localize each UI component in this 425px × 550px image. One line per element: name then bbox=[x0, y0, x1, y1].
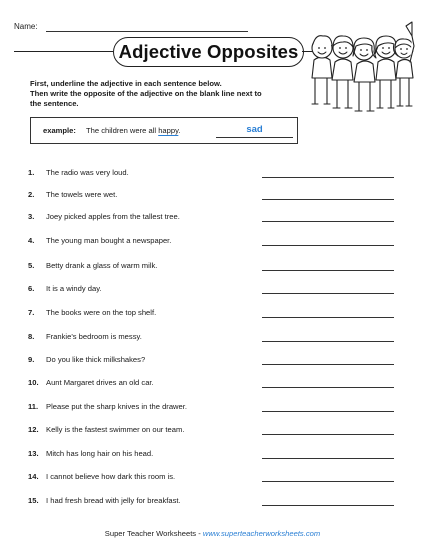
question-text: The young man bought a newspaper. bbox=[46, 236, 172, 245]
question-number: 7. bbox=[28, 308, 35, 317]
example-label: example: bbox=[43, 126, 76, 135]
page-title: Adjective Opposites bbox=[113, 37, 304, 67]
question-text: Mitch has long hair on his head. bbox=[46, 449, 154, 458]
answer-line[interactable] bbox=[262, 458, 394, 459]
answer-line[interactable] bbox=[262, 434, 394, 435]
example-answer: sad bbox=[246, 124, 263, 135]
question-text: The radio was very loud. bbox=[46, 168, 129, 177]
question-row bbox=[14, 236, 414, 248]
instructions-line: the sentence. bbox=[30, 99, 79, 109]
question-text: Aunt Margaret drives an old car. bbox=[46, 378, 154, 387]
question-text: Do you like thick milkshakes? bbox=[46, 355, 146, 364]
question-text: Betty drank a glass of warm milk. bbox=[46, 261, 158, 270]
footer-publisher: Super Teacher Worksheets bbox=[104, 529, 197, 538]
question-number: 11. bbox=[28, 402, 39, 411]
name-label: Name: bbox=[14, 22, 38, 31]
footer bbox=[0, 529, 425, 538]
question-number: 12. bbox=[28, 425, 39, 434]
question-row bbox=[14, 284, 414, 296]
footer-url-link[interactable]: www.superteacherworksheets.com bbox=[202, 529, 321, 538]
question-row bbox=[14, 168, 414, 180]
question-text: Please put the sharp knives in the drawer. bbox=[46, 402, 187, 411]
answer-line[interactable] bbox=[262, 505, 394, 506]
answer-line[interactable] bbox=[262, 177, 394, 178]
question-number: 1. bbox=[28, 168, 35, 177]
question-row bbox=[14, 261, 414, 273]
answer-line[interactable] bbox=[262, 364, 394, 365]
question-number: 10. bbox=[28, 378, 39, 387]
question-number: 3. bbox=[28, 212, 35, 221]
name-field[interactable] bbox=[46, 31, 248, 32]
answer-line[interactable] bbox=[262, 341, 394, 342]
question-text: I had fresh bread with jelly for breakfast. bbox=[46, 496, 181, 505]
answer-line[interactable] bbox=[262, 270, 394, 271]
answer-line[interactable] bbox=[262, 293, 394, 294]
question-row bbox=[14, 496, 414, 508]
question-number: 5. bbox=[28, 261, 35, 270]
example-box bbox=[30, 117, 298, 144]
question-row bbox=[14, 355, 414, 367]
question-text: Joey picked apples from the tallest tree. bbox=[46, 212, 180, 221]
question-text: The towels were wet. bbox=[46, 190, 118, 199]
question-row bbox=[14, 449, 414, 461]
question-number: 15. bbox=[28, 496, 39, 505]
question-row bbox=[14, 378, 414, 390]
answer-line[interactable] bbox=[262, 317, 394, 318]
example-sentence bbox=[86, 126, 180, 135]
instructions-line: First, underline the adjective in each sentence below. bbox=[30, 79, 222, 88]
question-text: It is a windy day. bbox=[46, 284, 102, 293]
example-answer-line bbox=[216, 137, 293, 138]
question-text: Frankie's bedroom is messy. bbox=[46, 332, 142, 341]
children-illustration bbox=[306, 16, 416, 118]
question-row bbox=[14, 332, 414, 344]
question-text: I cannot believe how dark this room is. bbox=[46, 472, 176, 481]
question-number: 9. bbox=[28, 355, 35, 364]
answer-line[interactable] bbox=[262, 387, 394, 388]
answer-line[interactable] bbox=[262, 199, 394, 200]
question-row bbox=[14, 190, 414, 202]
question-row bbox=[14, 212, 414, 224]
example-sentence-start: The children were all bbox=[86, 126, 159, 135]
question-number: 4. bbox=[28, 236, 35, 245]
question-number: 13. bbox=[28, 449, 39, 458]
question-text: Kelly is the fastest swimmer on our team. bbox=[46, 425, 185, 434]
question-row bbox=[14, 425, 414, 437]
question-number: 6. bbox=[28, 284, 35, 293]
title-rule-left bbox=[14, 51, 113, 52]
footer-separator: - bbox=[196, 529, 203, 538]
question-text: The books were on the top shelf. bbox=[46, 308, 157, 317]
answer-line[interactable] bbox=[262, 411, 394, 412]
answer-line[interactable] bbox=[262, 481, 394, 482]
question-row bbox=[14, 308, 414, 320]
question-number: 2. bbox=[28, 190, 35, 199]
example-sentence-end: . bbox=[178, 126, 181, 135]
example-adjective: happy bbox=[158, 126, 179, 135]
question-row bbox=[14, 472, 414, 484]
answer-line[interactable] bbox=[262, 221, 394, 222]
question-number: 8. bbox=[28, 332, 35, 341]
question-row bbox=[14, 402, 414, 414]
instructions-line: Then write the opposite of the adjective on the blank line next to bbox=[30, 89, 262, 99]
answer-line[interactable] bbox=[262, 245, 394, 246]
instructions bbox=[30, 79, 300, 110]
question-number: 14. bbox=[28, 472, 39, 481]
